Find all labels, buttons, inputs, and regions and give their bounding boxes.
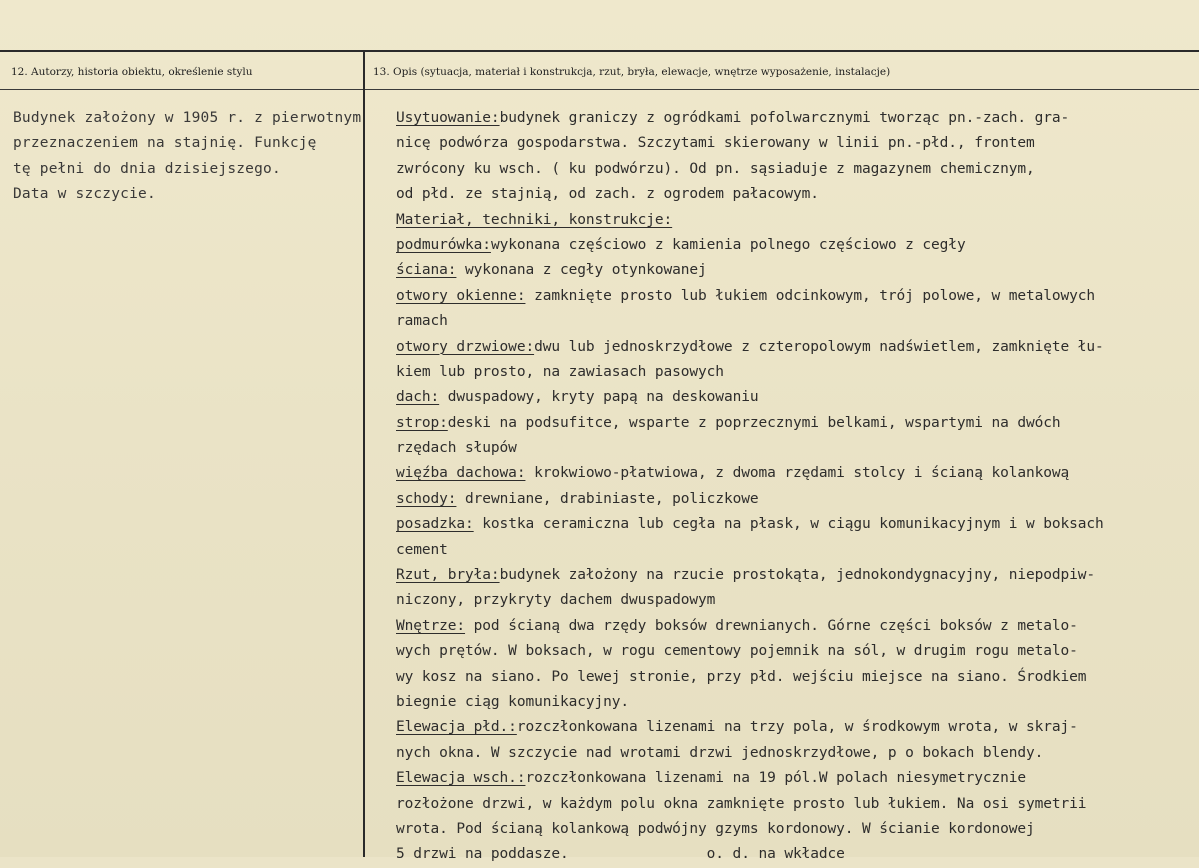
description-line: [396, 182, 1196, 207]
description-line: [396, 741, 1196, 766]
field-label: Elewacja wsch.:: [396, 770, 526, 787]
description-line: [396, 487, 1196, 512]
field-label: podmurówka:: [396, 236, 491, 253]
field-label: otwory drzwiowe:: [396, 338, 535, 355]
description-line: [396, 208, 1196, 233]
description-line: [396, 817, 1196, 842]
field-text: krokwiowo-płatwiowa, z dwoma rzędami stolcy i ścianą kolankową: [525, 465, 1070, 482]
field-text: deski na podsufitce, wsparte z poprzecznymi belkami, wspartymi na dwóch: [447, 414, 1061, 431]
field-label: strop:: [396, 414, 448, 431]
history-line: Budynek założony w 1905 r. z pierwotnym: [13, 110, 362, 126]
description-line: [396, 512, 1196, 537]
description-line: [396, 233, 1196, 258]
field-text: zamknięte prosto lub łukiem odcinkowym, trój polowe, w metalowych: [525, 287, 1096, 304]
description-line: [396, 538, 1196, 563]
field-label: schody:: [396, 490, 457, 507]
field-text: kiem lub prosto, na zawiasach pasowych: [396, 363, 724, 380]
description-line: [396, 588, 1196, 613]
description-line: [396, 157, 1196, 182]
field-text: wykonana z cegły otynkowanej: [456, 262, 707, 279]
field-text: dwuspadowy, kryty papą na deskowaniu: [439, 389, 759, 406]
description-line: [396, 665, 1196, 690]
field-text: zwrócony ku wsch. ( ku podwórzu). Od pn. sąsiaduje z magazynem chemicznym,: [396, 160, 1035, 177]
field-text: rozczłonkowana lizenami na trzy pola, w środkowym wrota, w skraj-: [516, 719, 1078, 736]
description-line: [396, 309, 1196, 334]
field-label: Rzut, bryła:: [396, 567, 500, 584]
field-text: biegnie ciąg komunikacyjny.: [396, 693, 630, 710]
field-label: otwory okienne:: [396, 287, 526, 304]
field-label: Materiał, techniki, konstrukcje:: [396, 211, 673, 228]
field-text: rozłożone drzwi, w każdym polu okna zamknięte prosto lub łukiem. Na osi symetrii: [396, 795, 1087, 812]
description-line: [396, 258, 1196, 283]
description-line: [396, 335, 1196, 360]
field-text: dwu lub jednoskrzydłowe z czteropolowym nadświetlem, zamknięte łu-: [534, 338, 1104, 355]
field-text: wych prętów. W boksach, w rogu cementowy pojemnik na sól, w drugim rogu metalo-: [396, 643, 1078, 660]
history-section: [13, 106, 413, 208]
description-line: [396, 436, 1196, 461]
history-line: przeznaczeniem na stajnię. Funkcję: [13, 135, 317, 152]
description-line: [396, 614, 1196, 639]
field-text: drewniane, drabiniaste, policzkowe: [456, 490, 759, 507]
history-line: tę pełni do dnia dzisiejszego.: [13, 160, 281, 177]
description-line: [396, 639, 1196, 664]
description-line: [396, 411, 1196, 436]
description-line: [396, 715, 1196, 740]
field-text: niczony, przykryty dachem dwuspadowym: [396, 592, 716, 609]
field-text: cement: [396, 541, 448, 558]
field-text: nych okna. W szczycie nad wrotami drzwi jednoskrzydłowe, p o bokach blendy.: [396, 744, 1044, 761]
column-header-12: 12. Autorzy, historia obiektu, określenie stylu: [11, 66, 253, 78]
field-text: wy kosz na siano. Po lewej stronie, przy płd. wejściu miejsce na siano. Środkiem: [396, 668, 1087, 685]
field-text: kostka ceramiczna lub cegła na płask, w ciągu komunikacyjnym i w boksach: [473, 516, 1104, 533]
field-text: rzędach słupów: [396, 440, 517, 457]
header-rule: [0, 89, 1199, 90]
description-line: [396, 360, 1196, 385]
description-line: [396, 690, 1196, 715]
field-label: ściana:: [396, 262, 457, 279]
field-text: ramach: [396, 313, 448, 330]
field-text: rozczłonkowana lizenami na 19 pól.W polach niesymetrycznie: [525, 770, 1026, 787]
field-text: nicę podwórza gospodarstwa. Szczytami skierowany w linii pn.-płd., frontem: [396, 135, 1035, 152]
field-label: dach:: [396, 389, 440, 406]
column-header-13: 13. Opis (sytuacja, materiał i konstrukcja, rzut, bryła, elewacje, wnętrze wyposażenie, instalacje): [373, 66, 891, 78]
top-rule: [0, 50, 1199, 52]
field-label: posadzka:: [396, 516, 474, 533]
field-label: Elewacja płd.:: [396, 719, 517, 736]
field-text: pod ścianą dwa rzędy boksów drewnianych. Górne części boksów z metalo-: [465, 617, 1078, 634]
description-line: [396, 842, 1196, 867]
description-line: [396, 792, 1196, 817]
field-text: budynek graniczy z ogródkami pofolwarcznymi tworząc pn.-zach. gra-: [499, 110, 1070, 126]
description-line: [396, 106, 1196, 131]
field-text: od płd. ze stajnią, od zach. z ogrodem pałacowym.: [396, 186, 819, 203]
description-line: [396, 284, 1196, 309]
field-label: Usytuowanie:: [396, 110, 500, 126]
description-line: [396, 563, 1196, 588]
description-line: [396, 766, 1196, 791]
history-line: Data w szczycie.: [13, 186, 156, 203]
field-text: budynek założony na rzucie prostokąta, jednokondygnacyjny, niepodpiw-: [499, 567, 1096, 584]
description-line: [396, 461, 1196, 486]
field-text: wrota. Pod ścianą kolankową podwójny gzyms kordonowy. W ścianie kordonowej: [396, 820, 1035, 837]
description-section: [396, 106, 1196, 868]
description-line: [396, 385, 1196, 410]
field-text: 5 drzwi na poddasze. o. d. na wkładce: [396, 846, 845, 863]
field-label: więźba dachowa:: [396, 465, 526, 482]
field-text: wykonana częściowo z kamienia polnego częściowo z cegły: [490, 236, 966, 253]
description-line: [396, 131, 1196, 156]
field-label: Wnętrze:: [396, 617, 466, 634]
